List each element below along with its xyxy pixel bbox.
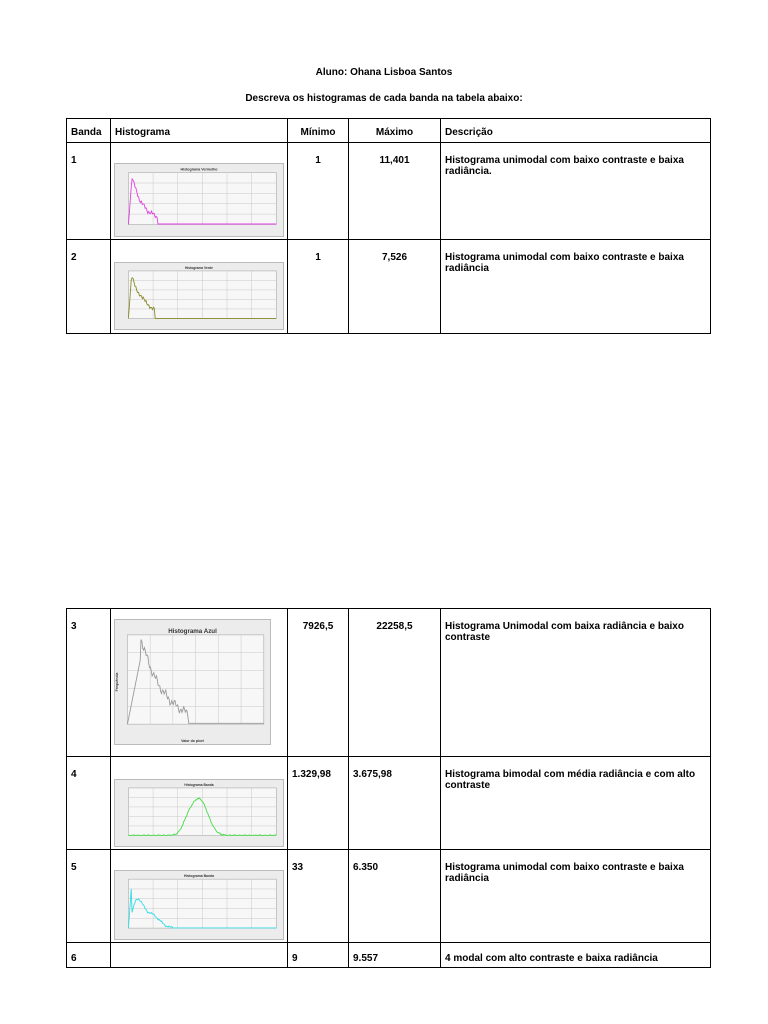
- student-name: Aluno: Ohana Lisboa Santos: [315, 67, 453, 78]
- cell-description: 4 modal com alto contraste e baixa radiância: [441, 943, 711, 968]
- cell-histogram: [111, 850, 288, 943]
- cell-min: 1: [288, 143, 349, 240]
- cell-banda: 3: [67, 609, 111, 757]
- cell-description: Histograma unimodal com baixo contraste e baixa radiância.: [441, 143, 711, 240]
- cell-min: 7926,5: [288, 609, 349, 757]
- cell-banda: 6: [67, 943, 111, 968]
- cell-description: Histograma Unimodal com baixa radiância e baixo contraste: [441, 609, 711, 757]
- cell-banda: 2: [67, 240, 111, 334]
- cell-histogram: [111, 757, 288, 850]
- chart-title: Histograma Banda: [184, 874, 214, 879]
- table-row: [67, 143, 711, 240]
- cell-max: 11,401: [349, 143, 441, 240]
- cell-banda: 5: [67, 850, 111, 943]
- chart-title: Histograma Verde: [184, 265, 214, 270]
- header-banda: Banda: [67, 119, 111, 143]
- header-maximo: Máximo: [349, 119, 441, 143]
- cell-histogram: [111, 143, 288, 240]
- cell-description: Histograma bimodal com média radiância e com alto contraste: [441, 757, 711, 850]
- header-histograma: Histograma: [111, 119, 288, 143]
- cell-description: Histograma unimodal com baixo contraste e baixa radiância: [441, 850, 711, 943]
- cell-banda: 4: [67, 757, 111, 850]
- histogram-image: [114, 619, 271, 745]
- table-header-row: [67, 119, 711, 143]
- table-row: [67, 850, 711, 943]
- chart-ylabel: Frequência: [115, 672, 119, 692]
- cell-min: 1: [288, 240, 349, 334]
- histogram-image: [114, 262, 284, 330]
- table-row: [67, 943, 711, 968]
- cell-min: 33: [288, 850, 349, 943]
- chart-title: Histograma Banda: [184, 782, 214, 787]
- instruction-text: Descreva os histogramas de cada banda na tabela abaixo:: [245, 93, 523, 104]
- cell-min: 1.329,98: [288, 757, 349, 850]
- header-descricao: Descrição: [441, 119, 711, 143]
- table-row: [67, 757, 711, 850]
- histogram-table-part1: [66, 118, 711, 334]
- chart-title: Histograma Azul: [168, 627, 217, 635]
- cell-max: 22258,5: [349, 609, 441, 757]
- cell-max: 9.557: [349, 943, 441, 968]
- chart-xlabel: Valor do pixel: [181, 739, 204, 743]
- histogram-table-part2: [66, 608, 711, 968]
- cell-min: 9: [288, 943, 349, 968]
- cell-histogram: [111, 240, 288, 334]
- cell-max: 7,526: [349, 240, 441, 334]
- cell-max: 6.350: [349, 850, 441, 943]
- cell-banda: 1: [67, 143, 111, 240]
- chart-title: Histograma Vermelho: [180, 167, 218, 172]
- cell-histogram: [111, 609, 288, 757]
- histogram-image: [114, 779, 284, 847]
- cell-max: 3.675,98: [349, 757, 441, 850]
- histogram-image: [114, 870, 284, 940]
- cell-description: Histograma unimodal com baixo contraste e baixa radiância: [441, 240, 711, 334]
- table-row: [67, 609, 711, 757]
- header-minimo: Mínimo: [288, 119, 349, 143]
- table-row: [67, 240, 711, 334]
- histogram-image: [114, 163, 284, 237]
- cell-histogram: [111, 943, 288, 968]
